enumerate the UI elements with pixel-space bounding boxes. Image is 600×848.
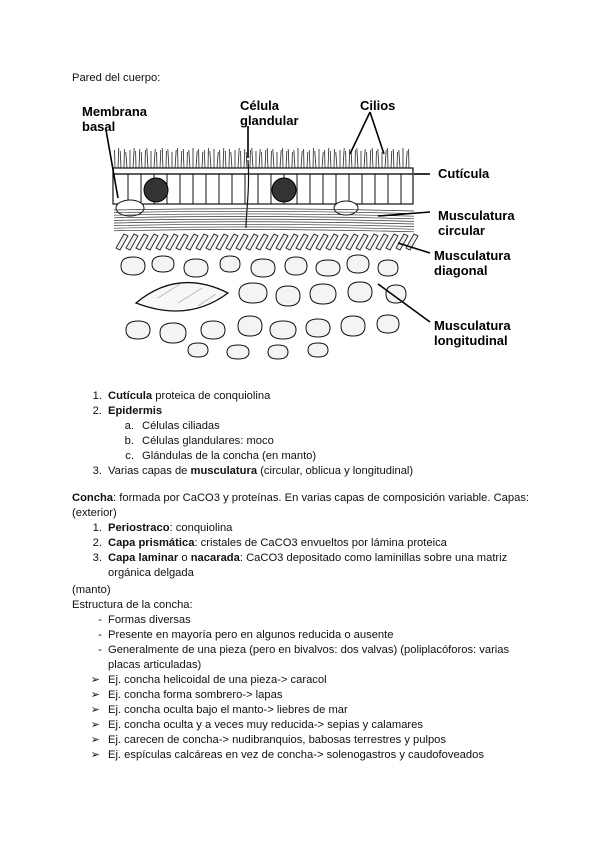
list-item: - Generalmente de una pieza (pero en bivalvos: dos valvas) (poliplacóforos: varias	[98, 644, 510, 656]
section-label-pared: Pared del cuerpo:	[72, 72, 161, 84]
label-musculatura-circular-2: circular	[438, 223, 485, 238]
list-pared-cuerpo	[72, 389, 542, 479]
arrow-bullet-icon: ➢	[90, 749, 100, 761]
list-item: a. Células ciliadas	[124, 420, 220, 432]
longitudinal-bundle	[136, 283, 228, 311]
list-ejemplos	[72, 673, 542, 763]
label-musculatura-diagonal-2: diagonal	[434, 263, 488, 278]
arrow-bullet-icon: ➢	[90, 734, 100, 746]
list-item: ➢ Ej. concha oculta bajo el manto-> liebres de mar	[72, 703, 542, 718]
list-item: ➢ Ej. concha forma sombrero-> lapas	[72, 688, 542, 703]
list-item: 1. Periostraco: conquiolina	[92, 522, 233, 534]
list-item: ➢ Ej. concha helicoidal de una pieza-> caracol	[72, 673, 542, 688]
arrow-bullet-icon: ➢	[90, 674, 100, 686]
gland-cell	[144, 178, 168, 202]
arrow-bullet-icon: ➢	[90, 719, 100, 731]
label-musculatura-diagonal-1: Musculatura	[434, 248, 511, 263]
list-item: ➢ Ej. espículas calcáreas en vez de concha-> solenogastros y caudofoveados	[72, 748, 542, 763]
body-wall-diagram	[78, 98, 528, 360]
list-estructura: - Formas diversas - Presente en mayoría pero en algunos reducida o ausente - Generalmente de una pieza (pero en bivalvos: dos valvas) (poliplacóforos: varias placas articuladas)	[72, 613, 542, 673]
epidermis-cells	[128, 174, 401, 204]
cuticle-band	[113, 168, 413, 174]
label-cuticula: Cutícula	[438, 166, 490, 181]
list-item: 2. Epidermis	[92, 405, 163, 417]
label-celula-glandular-2: glandular	[240, 113, 299, 128]
list-item: ➢ Ej. carecen de concha-> nudibranquios, babosas terrestres y pulpos	[72, 733, 542, 748]
estructura-section	[72, 583, 542, 613]
manto-note: (manto)	[72, 584, 111, 596]
label-cilios: Cilios	[360, 98, 396, 113]
list-item: - Formas diversas	[98, 614, 191, 626]
concha-paragraph: Concha: formada por CaCO3 y proteínas. En varias capas de composición variable. Capas: (exterior)	[72, 492, 530, 519]
list-item: 2. Capa prismática: cristales de CaCO3 envueltos por lámina proteica	[92, 537, 447, 549]
label-musculatura-circular-1: Musculatura	[438, 208, 515, 223]
estructura-title: Estructura de la concha:	[72, 599, 193, 611]
list-item: 3. Varias capas de musculatura (circular, oblicua y longitudinal)	[92, 465, 414, 477]
label-musculatura-longitudinal-1: Musculatura	[434, 318, 511, 333]
list-item: 1. Cutícula proteica de conquiolina	[92, 390, 271, 402]
list-capas-concha: 1. Periostraco: conquiolina 2. Capa prismática: cristales de CaCO3 envueltos por lámina proteica 3. Capa laminar o nacarada: CaCO3 depositado como laminillas sobre una matriz orgánica delgada	[72, 521, 542, 581]
list-item: c. Glándulas de la concha (en manto)	[125, 450, 317, 462]
gland-cell	[272, 178, 296, 202]
circular-muscle-layer	[114, 209, 414, 232]
list-item: b. Células glandulares: moco	[124, 435, 274, 447]
arrow-bullet-icon: ➢	[90, 689, 100, 701]
label-membrana-basal-1: Membrana	[82, 104, 148, 119]
list-item: - Presente en mayoría pero en algunos reducida o ausente	[98, 629, 394, 641]
arrow-bullet-icon: ➢	[90, 704, 100, 716]
diagonal-muscle-layer	[116, 234, 418, 250]
list-item: 3. Capa laminar o nacarada: CaCO3 depositado como laminillas sobre una matriz	[92, 552, 508, 564]
label-celula-glandular-1: Célula	[240, 98, 280, 113]
label-musculatura-longitudinal-2: longitudinal	[434, 333, 508, 348]
cilia-fringe	[115, 148, 409, 168]
list-item: ➢ Ej. concha oculta y a veces muy reducida-> sepias y calamares	[72, 718, 542, 733]
label-membrana-basal-2: basal	[82, 119, 116, 134]
